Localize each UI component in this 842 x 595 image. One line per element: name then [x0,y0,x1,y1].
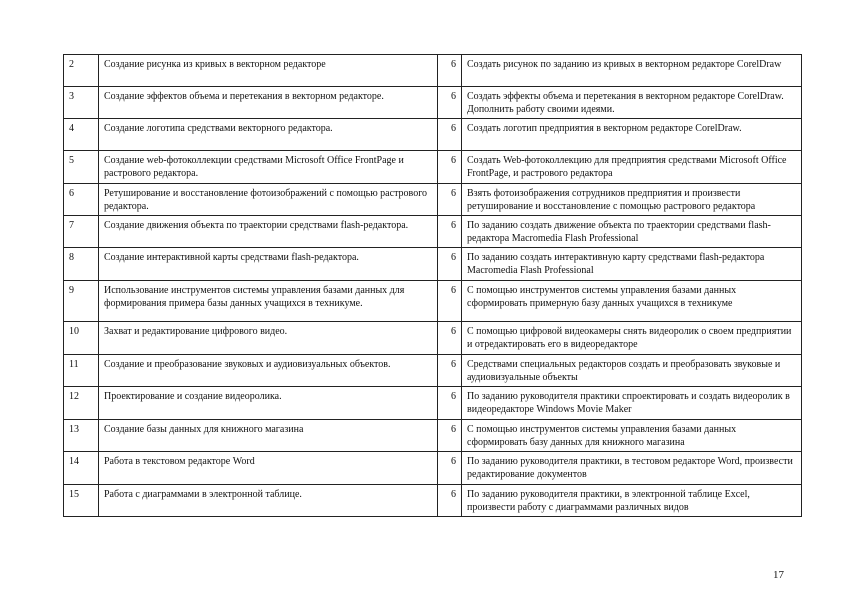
lesson-topic: Создание рисунка из кривых в векторном редакторе [99,55,438,87]
row-number: 14 [64,452,99,485]
hours-count: 6 [438,248,462,281]
task-description: Создать логотип предприятия в векторном редакторе CorelDraw. [462,119,802,151]
hours-count: 6 [438,281,462,322]
table-row [64,281,802,322]
lesson-topic: Работа в текстовом редакторе Word [99,452,438,485]
hours-count: 6 [438,420,462,452]
row-number: 10 [64,322,99,355]
task-description: С помощью инструментов системы управления базами данных сформировать базу данных для книжного магазина [462,420,802,452]
row-number: 8 [64,248,99,281]
table-row [64,216,802,248]
lesson-topic: Создание web-фотоколлекции средствами Microsoft Office FrontPage и растрового редактора. [99,151,438,184]
lesson-topic: Создание интерактивной карты средствами flash-редактора. [99,248,438,281]
hours-count: 6 [438,151,462,184]
row-number: 13 [64,420,99,452]
hours-count: 6 [438,119,462,151]
lesson-topic: Создание движения объекта по траектории средствами flash-редактора. [99,216,438,248]
task-description: Средствами специальных редакторов создать и преобразовать звуковые и аудиовизуальные объекты [462,355,802,387]
table-row [64,387,802,420]
table-row [64,355,802,387]
row-number: 6 [64,184,99,216]
table-row [64,322,802,355]
lesson-topic: Создание базы данных для книжного магазина [99,420,438,452]
row-number: 5 [64,151,99,184]
task-description: С помощью инструментов системы управления базами данных сформировать примерную базу данных учащихся в техникуме [462,281,802,322]
hours-count: 6 [438,387,462,420]
task-description: По заданию руководителя практики спроектировать и создать видеоролик в видеоредакторе Windows Movie Maker [462,387,802,420]
page-number: 17 [773,569,784,581]
row-number: 4 [64,119,99,151]
task-description: Создать Web-фотоколлекцию для предприятия средствами Microsoft Office FrontPage, и растрового редактора [462,151,802,184]
hours-count: 6 [438,485,462,517]
table-row [64,485,802,517]
task-description: По заданию руководителя практики, в тестовом редакторе Word, произвести редактирование документов [462,452,802,485]
lesson-topic: Создание логотипа средствами векторного редактора. [99,119,438,151]
table-row [64,55,802,87]
hours-count: 6 [438,452,462,485]
table-row [64,452,802,485]
task-description: Создать рисунок по заданию из кривых в векторном редакторе CorelDraw [462,55,802,87]
table-row [64,248,802,281]
table-row [64,420,802,452]
task-description: По заданию создать движение объекта по траектории средствами flash-редактора Macromedia Flash Professional [462,216,802,248]
lesson-topic: Создание и преобразование звуковых и аудиовизуальных объектов. [99,355,438,387]
table-row [64,151,802,184]
hours-count: 6 [438,87,462,119]
table-row [64,87,802,119]
task-description: По заданию создать интерактивную карту средствами flash-редактора Macromedia Flash Professional [462,248,802,281]
task-description: Создать эффекты объема и перетекания в векторном редакторе CorelDraw. Дополнить работу своими идеями. [462,87,802,119]
task-description: Взять фотоизображения сотрудников предприятия и произвести ретуширование и восстановление с помощью растрового редактора [462,184,802,216]
table-row [64,184,802,216]
row-number: 3 [64,87,99,119]
lesson-topic: Ретуширование и восстановление фотоизображений с помощью растрового редактора. [99,184,438,216]
hours-count: 6 [438,55,462,87]
row-number: 9 [64,281,99,322]
lesson-topic: Создание эффектов объема и перетекания в векторном редакторе. [99,87,438,119]
task-description: С помощью цифровой видеокамеры снять видеоролик о своем предприятии и отредактировать его в видеоредакторе [462,322,802,355]
row-number: 15 [64,485,99,517]
task-description: По заданию руководителя практики, в электронной таблице Excel, произвести работу с диаграммами различных видов [462,485,802,517]
table-row [64,119,802,151]
row-number: 11 [64,355,99,387]
lesson-topic: Захват и редактирование цифрового видео. [99,322,438,355]
lesson-topic: Использование инструментов системы управления базами данных для формирования примера базы данных учащихся в техникуме. [99,281,438,322]
lesson-topic: Проектирование и создание видеоролика. [99,387,438,420]
row-number: 2 [64,55,99,87]
lesson-topic: Работа с диаграммами в электронной таблице. [99,485,438,517]
hours-count: 6 [438,322,462,355]
row-number: 7 [64,216,99,248]
hours-count: 6 [438,184,462,216]
practice-tasks-table [63,54,802,517]
hours-count: 6 [438,216,462,248]
hours-count: 6 [438,355,462,387]
row-number: 12 [64,387,99,420]
